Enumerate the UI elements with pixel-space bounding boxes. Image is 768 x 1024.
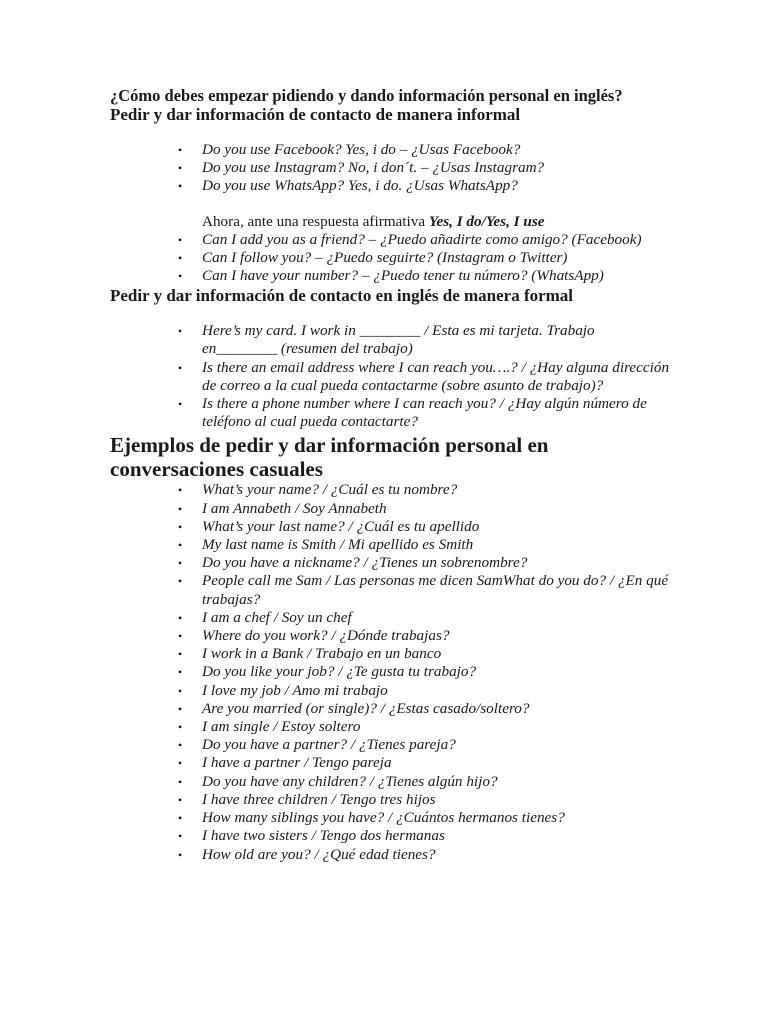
- examples-list: [110, 481, 670, 863]
- list-item: • I am single / Estoy soltero: [178, 718, 361, 736]
- intro-heading: ¿Cómo debes empezar pidiendo y dando información personal en inglés?: [110, 86, 623, 105]
- list-item: • Do you like your job? / ¿Te gusta tu trabajo?: [178, 663, 477, 681]
- document-page: [110, 87, 670, 864]
- list-item: • How many siblings you have? / ¿Cuántos hermanos tienes?: [178, 809, 565, 827]
- list-item: • My last name is Smith / Mi apellido es Smith: [178, 536, 474, 554]
- list-item: • Can I add you as a friend? – ¿Puedo añadirte como amigo? (Facebook): [178, 230, 642, 248]
- informal-section-title: Pedir y dar información de contacto de manera informal: [110, 105, 521, 124]
- list-item: • Do you use Instagram? No, i don´t. – ¿Usas Instagram?: [178, 159, 545, 177]
- list-item: • Do you use WhatsApp? Yes, i do. ¿Usas WhatsApp?: [178, 177, 518, 195]
- affirmative-note: Ahora, ante una respuesta afirmativa Yes, I do/Yes, I use: [202, 212, 545, 230]
- list-item: • I am Annabeth / Soy Annabeth: [178, 499, 387, 517]
- list-item: • Here’s my card. I work in ________ / Esta es mi tarjeta. Trabajo en________ (resumen del trabajo): [178, 322, 595, 358]
- list-item: • How old are you? / ¿Qué edad tienes?: [178, 845, 436, 863]
- list-item: • Do you have a nickname? / ¿Tienes un sobrenombre?: [178, 554, 528, 572]
- list-item: • Do you have any children? / ¿Tienes algún hijo?: [178, 772, 498, 790]
- list-item: • Is there an email address where I can reach you….? / ¿Hay alguna dirección de correo a la cual pueda contactarme (sobre asunto de trabajo)?: [178, 358, 670, 394]
- list-item: • I am a chef / Soy un chef: [178, 608, 352, 626]
- list-item: • Are you married (or single)? / ¿Estas casado/soltero?: [178, 699, 530, 717]
- list-item: • I have three children / Tengo tres hijos: [178, 790, 436, 808]
- list-item: • Can I have your number? – ¿Puedo tener tu número? (WhatsApp): [178, 267, 604, 285]
- informal-followup-list: [110, 231, 670, 286]
- list-item: • Do you use Facebook? Yes, i do – ¿Usas Facebook?: [178, 141, 521, 158]
- list-item: • Can I follow you? – ¿Puedo seguirte? (Instagram o Twitter): [178, 248, 568, 266]
- list-item: • Do you have a partner? / ¿Tienes pareja?: [178, 736, 456, 754]
- list-item: • I love my job / Amo mi trabajo: [178, 681, 388, 699]
- list-item: • Where do you work? / ¿Dónde trabajas?: [178, 627, 450, 645]
- informal-list: [110, 141, 670, 196]
- list-item: • What’s your last name? / ¿Cuál es tu apellido: [178, 517, 480, 535]
- list-item: • I have a partner / Tengo pareja: [178, 754, 392, 772]
- formal-section-title: Pedir y dar información de contacto en inglés de manera formal: [110, 286, 574, 306]
- list-item: • I have two sisters / Tengo dos hermanas: [178, 827, 445, 845]
- list-item: • I work in a Bank / Trabajo en un banco: [178, 645, 442, 663]
- list-item: • What’s your name? / ¿Cuál es tu nombre?: [178, 481, 458, 499]
- examples-section-title: Ejemplos de pedir y dar información personal en conversaciones casuales: [110, 433, 549, 482]
- formal-list: [110, 322, 670, 431]
- list-item: • People call me Sam / Las personas me dicen SamWhat do you do? / ¿En qué trabajas?: [178, 572, 669, 608]
- list-item: • Is there a phone number where I can reach you? / ¿Hay algún número de teléfono al cual pueda contactarte?: [178, 395, 647, 431]
